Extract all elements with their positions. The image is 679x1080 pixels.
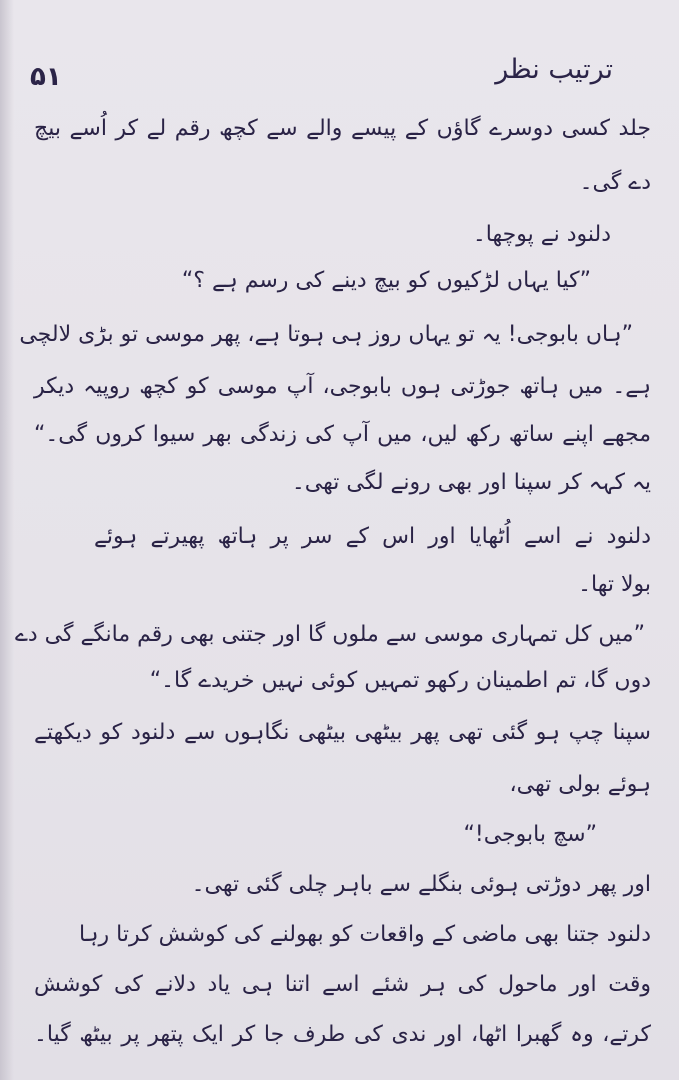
text-line: بولا تھا۔ bbox=[578, 572, 651, 597]
text-line: مجھے اپنے ساتھ رکھ لیں، میں آپ کی زندگی بھر سیوا کروں گی۔“ bbox=[34, 422, 651, 447]
text-line: وقت اور ماحول کی ہر شئے اسے اتنا ہی یاد دلانے کی کوشش bbox=[34, 972, 651, 997]
text-line: جلد کسی دوسرے گاؤں کے پیسے والے سے کچھ رقم لے کر اُسے بیچ bbox=[34, 116, 651, 141]
text-line: اور پھر دوڑتی ہوئی بنگلے سے باہر چلی گئی تھی۔ bbox=[191, 872, 651, 897]
text-line: ”میں کل تمہاری موسی سے ملوں گا اور جتنی بھی رقم مانگے گی دے bbox=[14, 622, 645, 647]
text-line: ”ہاں بابوجی! یہ تو یہاں روز ہی ہوتا ہے، پھر موسی تو بڑی لالچی bbox=[19, 322, 633, 347]
text-line: کرتے، وہ گھبرا اٹھا، اور ندی کی طرف جا کر ایک پتھر پر بیٹھ گیا۔ bbox=[34, 1022, 651, 1047]
text-line: دلنود جتنا بھی ماضی کے واقعات کو بھولنے کی کوشش کرتا رہا bbox=[78, 922, 651, 947]
text-line: ”سچ بابوجی!“ bbox=[463, 822, 597, 847]
running-header: ترتیب نظر bbox=[495, 54, 613, 85]
text-line: دوں گا، تم اطمینان رکھو تمہیں کوئی نہیں خریدے گا۔“ bbox=[149, 668, 651, 693]
text-line: ہوئے بولی تھی، bbox=[509, 772, 651, 797]
text-line: یہ کہہ کر سپنا اور بھی رونے لگی تھی۔ bbox=[291, 470, 651, 495]
text-line: دلنود نے اسے اُٹھایا اور اس کے سر پر ہاتھ پھیرتے ہوئے bbox=[94, 524, 651, 549]
page-number: ۵۱ bbox=[30, 62, 62, 92]
text-line: دلنود نے پوچھا۔ bbox=[472, 222, 611, 247]
text-line: دے گی۔ bbox=[579, 170, 651, 195]
text-line: ”کیا یہاں لڑکیوں کو بیچ دینے کی رسم ہے ؟“ bbox=[181, 268, 591, 293]
text-line: ہے۔ میں ہاتھ جوڑتی ہوں بابوجی، آپ موسی کو کچھ روپیہ دیکر bbox=[34, 374, 651, 399]
text-line: سپنا چپ ہو گئی تھی پھر بیٹھی بیٹھی نگاہوں سے دلنود کو دیکھتے bbox=[34, 720, 651, 745]
